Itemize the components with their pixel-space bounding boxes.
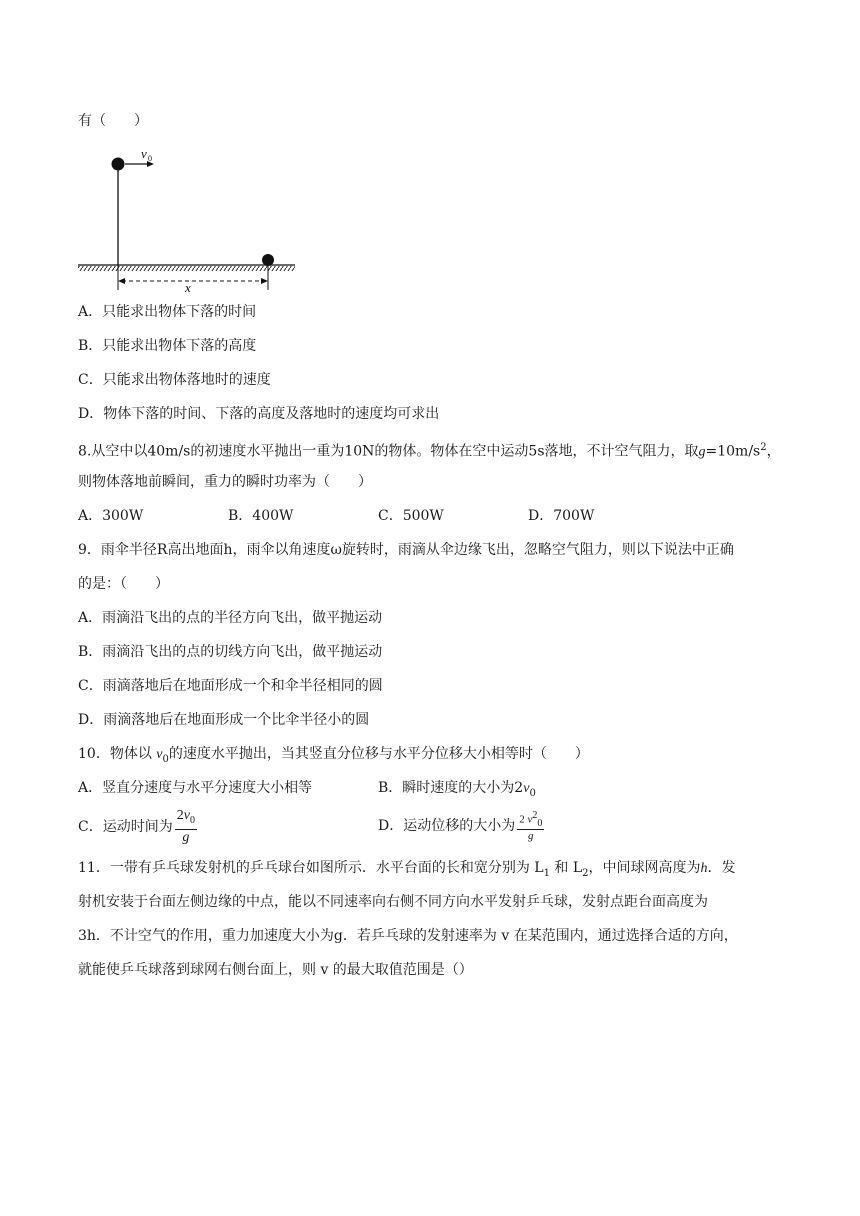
q8-option-d: D．700W (528, 508, 595, 524)
q10-stem: 10．物体以 $v_0$的速度水平抛出，当其竖直分位移与水平分位移大小相等时（ ） (78, 746, 589, 765)
q11-stem-line3: 3h．不计空气的作用，重力加速度大小为g．若乒乓球的发射速率为 v 在某范围内，通过选择合适的方向， (78, 928, 738, 944)
ball-ground (262, 254, 274, 266)
q9-stem-line1: 9．雨伞半径R高出地面h，雨伞以角速度ω旋转时，雨滴从伞边缘飞出，忽略空气阻力，则以下说法中正确 (78, 542, 734, 558)
q10-option-d: D．运动位移的大小为 $\frac{2 v^2_0}{g}$ (378, 809, 543, 843)
q9-stem-line2: 的是：（ ） (78, 576, 169, 592)
q8-option-a: A．300W (78, 508, 144, 524)
q9-option-c: C．雨滴落地后在地面形成一个和伞半径相同的圆 (78, 678, 383, 694)
q9-option-a: A．雨滴沿飞出的点的半径方向飞出，做平抛运动 (78, 610, 383, 626)
q7-option-a: A．只能求出物体下落的时间 (78, 304, 257, 320)
v0-label: v (141, 146, 147, 161)
q10-option-c: C．运动时间为 $\frac{2v_0}{g}$ (78, 808, 195, 845)
q7-stem-tail: 有（ ） (78, 113, 148, 129)
x-label: x (185, 280, 191, 292)
q8-stem-line1: 8.从空中以40m/s的初速度水平抛出一重为10N的物体。物体在空中运动5s落地，不计空气阻力，取$g=10m/s^2$， (78, 442, 781, 460)
q10-option-b: B．瞬时速度的大小为$2v_0$ (378, 780, 536, 799)
q9-option-d: D．雨滴落地后在地面形成一个比伞半径小的圆 (78, 712, 370, 728)
q8-option-c: C．500W (378, 508, 444, 524)
q8-stem-line2: 则物体落地前瞬间，重力的瞬时功率为（ ） (78, 474, 372, 490)
ball-top (112, 158, 125, 171)
q11-stem-line4: 就能使乒乓球落到球网右侧台面上，则 v 的最大取值范围是（） (78, 962, 473, 978)
svg-text:0: 0 (148, 154, 152, 163)
q11-stem-line2: 射机安装于台面左侧边缘的中点，能以不同速率向右侧不同方向水平发射乒乓球，发射点距台面高度为 (78, 894, 708, 910)
q7-option-c: C．只能求出物体落地时的速度 (78, 372, 271, 388)
q7-figure (70, 142, 310, 292)
q10-c-fraction: $\frac{2v_0}{g}$ (176, 808, 195, 845)
q9-option-b: B．雨滴沿飞出的点的切线方向飞出，做平抛运动 (78, 644, 383, 660)
q10-option-a: A．竖直分速度与水平分速度大小相等 (78, 780, 313, 796)
q7-option-b: B．只能求出物体下落的高度 (78, 338, 257, 354)
q10-d-fraction: $\frac{2 v^2_0}{g}$ (519, 809, 543, 843)
q8-option-b: B．400W (228, 508, 294, 524)
q7-option-d: D．物体下落的时间、下落的高度及落地时的速度均可求出 (78, 406, 440, 422)
q11-stem-line1: 11．一带有乒乓球发射机的乒乓球台如图所示．水平台面的长和宽分别为 $L_1$ 和 $L_2$，中间球网高度为h．发 (78, 860, 736, 879)
